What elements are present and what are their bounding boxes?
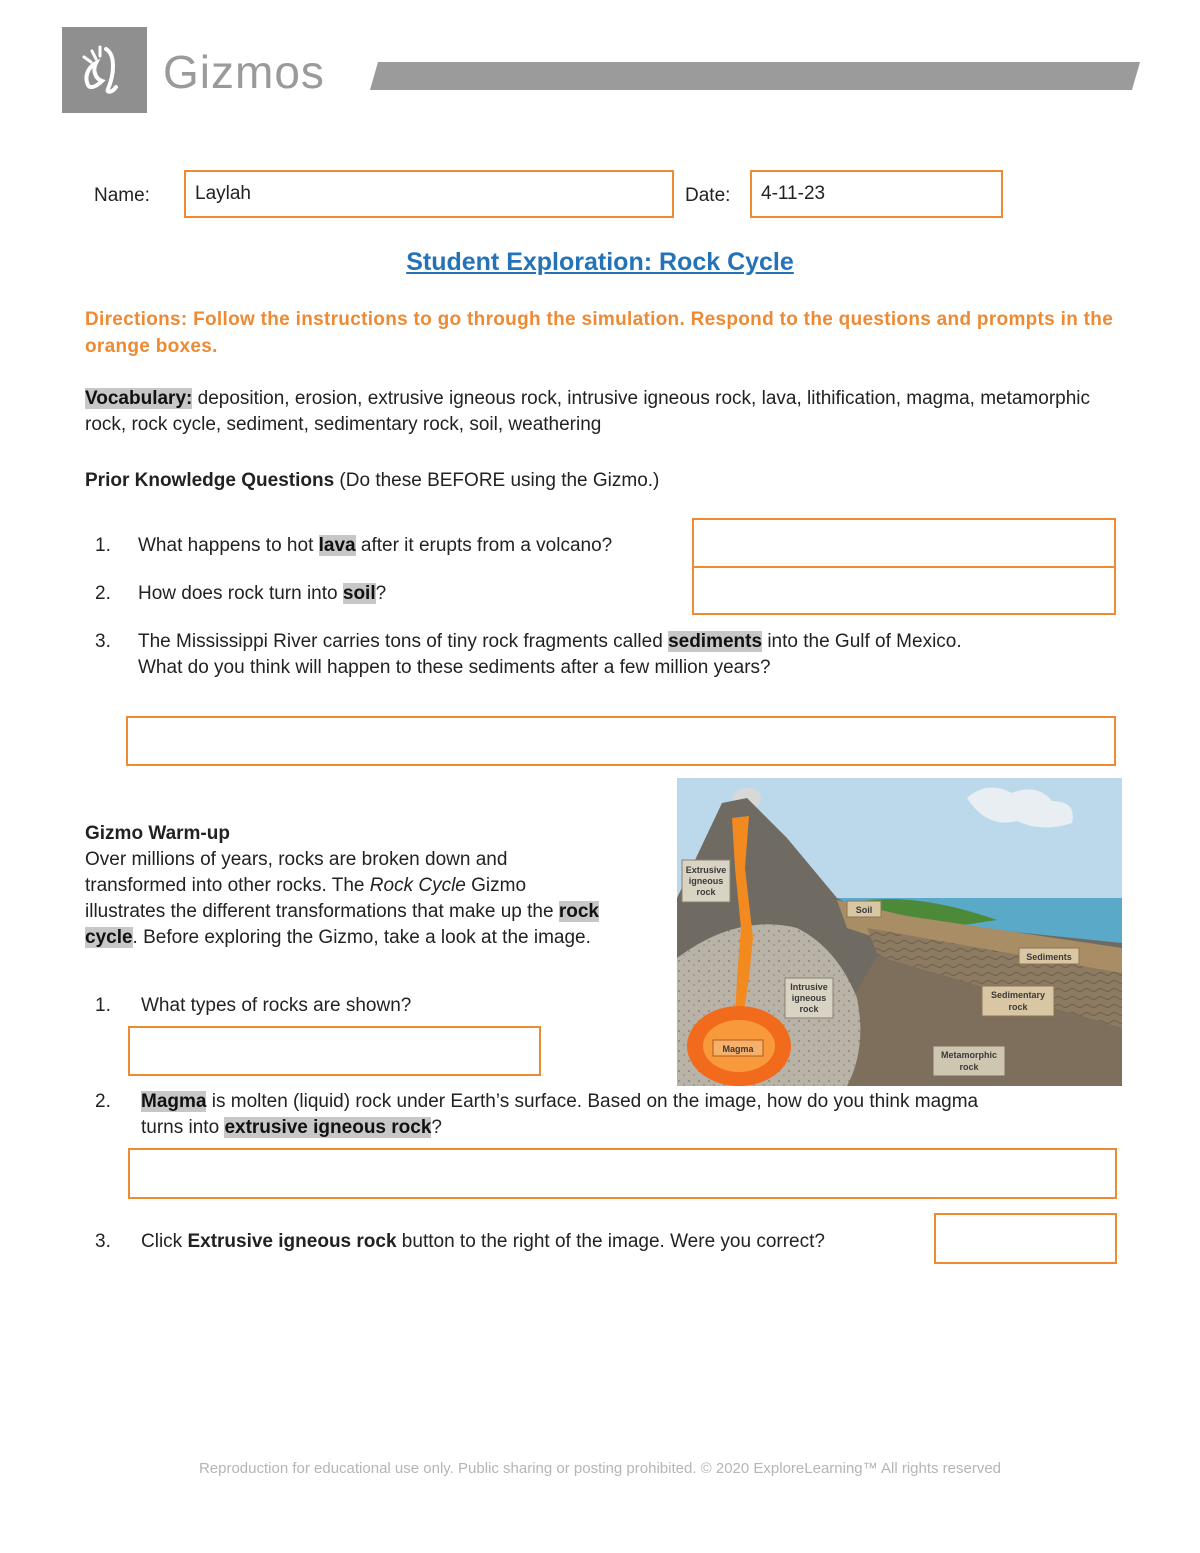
pk-q2-post: ? — [375, 583, 387, 604]
sediments-label: Sediments — [1026, 952, 1072, 962]
pk-q3-pre: The Mississippi River carries tons of tiny rock fragments called — [138, 631, 669, 652]
pk-q1-term: lava — [318, 535, 356, 556]
intrusive-label-2: igneous — [791, 993, 827, 1003]
warmup-line-2a: transformed into other rocks. The — [85, 875, 370, 896]
wu-q1-number: 1. — [95, 995, 111, 1016]
warmup-line-1: Over millions of years, rocks are broken down and — [85, 849, 508, 870]
vocabulary-label: Vocabulary: — [85, 388, 193, 409]
wu-q2-line2-pre: turns into — [141, 1117, 225, 1138]
intrusive-label-1: Intrusive — [790, 982, 828, 992]
wu-q3-number: 3. — [95, 1231, 111, 1252]
pk-q2-number: 2. — [95, 583, 111, 604]
warmup-term-cycle: cycle — [85, 927, 133, 948]
wu-q1-text: What types of rocks are shown? — [141, 995, 412, 1016]
pk-q1-pre: What happens to hot — [138, 535, 319, 556]
rock-cycle-diagram — [677, 778, 1122, 1086]
intrusive-label-3: rock — [799, 1004, 819, 1014]
extrusive-label-3: rock — [696, 887, 716, 897]
name-field[interactable] — [184, 170, 674, 218]
pk-q3-number: 3. — [95, 631, 111, 652]
pk-q2-answer-box[interactable] — [692, 566, 1116, 615]
date-value: 4-11-23 — [761, 183, 826, 204]
metamorphic-label-2: rock — [959, 1062, 979, 1072]
prior-knowledge-note: (Do these BEFORE using the Gizmo.) — [334, 470, 660, 491]
wu-q2-line2-post: ? — [431, 1117, 442, 1138]
pk-q3-term: sediments — [668, 631, 763, 652]
warmup-line-3 — [85, 899, 675, 925]
footer-copyright: Reproduction for educational use only. Public sharing or posting prohibited. © 2020 ExploreLearning™ All rights reserved — [198, 1460, 1002, 1477]
page-title: Student Exploration: Rock Cycle — [406, 248, 794, 276]
soil-label: Soil — [855, 905, 873, 915]
pk-q3-answer-box[interactable] — [126, 716, 1116, 766]
warmup-line-4 — [85, 925, 675, 951]
pk-q1-post: after it erupts from a volcano? — [355, 535, 613, 556]
name-label: Name: — [94, 185, 150, 206]
extrusive-label-2: igneous — [688, 876, 724, 886]
directions-text: Directions: Follow the instructions to go through the simulation. Respond to the questions and prompts in the orange boxes. — [85, 309, 1114, 357]
sedimentary-label-2: rock — [1008, 1002, 1028, 1012]
pk-q3-text — [138, 629, 1118, 681]
warmup-section — [85, 821, 675, 951]
explorelearning-logo-icon — [62, 27, 147, 113]
wu-q2-mid: is molten (liquid) rock under Earth’s surface. Based on the image, how do you think magma — [206, 1091, 979, 1112]
metamorphic-label-1: Metamorphic — [940, 1050, 998, 1060]
header-bar — [370, 62, 1140, 90]
wu-q2-answer-box[interactable] — [128, 1148, 1117, 1199]
pk-q2-term: soil — [342, 583, 376, 604]
pk-q2-text — [138, 581, 386, 607]
warmup-line-2b: Gizmo — [465, 875, 527, 896]
wu-q3-post: button to the right of the image. Were you correct? — [396, 1231, 825, 1252]
vocabulary-terms: deposition, erosion, extrusive igneous rock, intrusive igneous rock, lava, lithification, magma, metamorphic rock, rock cycle, sediment, sedimentary rock, soil, weathering — [85, 388, 1091, 435]
date-label: Date: — [685, 185, 731, 206]
pk-q3-post: into the Gulf of Mexico. — [762, 631, 962, 652]
prior-knowledge-title: Prior Knowledge Questions — [85, 470, 335, 491]
wu-q3-bold: Extrusive igneous rock — [187, 1231, 397, 1252]
wu-q3-answer-box[interactable] — [934, 1213, 1117, 1264]
magma-label: Magma — [722, 1044, 754, 1054]
brand-name: Gizmos — [163, 46, 325, 98]
pk-q2-pre: How does rock turn into — [138, 583, 343, 604]
warmup-line-3a: illustrates the different transformations that make up the — [85, 901, 559, 922]
pk-q3-line2: What do you think will happen to these sediments after a few million years? — [138, 657, 771, 678]
pk-q1-text — [138, 533, 612, 559]
el-logo-glyph-icon — [62, 27, 147, 113]
extrusive-label-1: Extrusive — [685, 865, 727, 875]
warmup-term-rock: rock — [558, 901, 599, 922]
warmup-gizmo-name: Rock Cycle — [369, 875, 466, 896]
date-field[interactable] — [750, 170, 1003, 218]
vocabulary-paragraph — [85, 386, 1115, 438]
wu-q2-number: 2. — [95, 1091, 111, 1112]
warmup-heading: Gizmo Warm-up — [85, 823, 230, 844]
name-value: Laylah — [195, 183, 251, 204]
warmup-line-4a: . Before exploring the Gizmo, take a look at the image. — [132, 927, 591, 948]
sedimentary-label-1: Sedimentary — [990, 990, 1046, 1000]
wu-q3-pre: Click — [141, 1231, 188, 1252]
wu-q3-text — [141, 1229, 825, 1255]
pk-q1-number: 1. — [95, 535, 111, 556]
prior-knowledge-heading — [85, 468, 659, 494]
wu-q2-term-extrusive: extrusive igneous rock — [224, 1117, 432, 1138]
wu-q1-answer-box[interactable] — [128, 1026, 541, 1076]
warmup-line-2 — [85, 873, 675, 899]
wu-q2-term-magma: Magma — [141, 1091, 207, 1112]
wu-q2-text — [141, 1089, 1121, 1141]
pk-q1-answer-box[interactable] — [692, 518, 1116, 568]
